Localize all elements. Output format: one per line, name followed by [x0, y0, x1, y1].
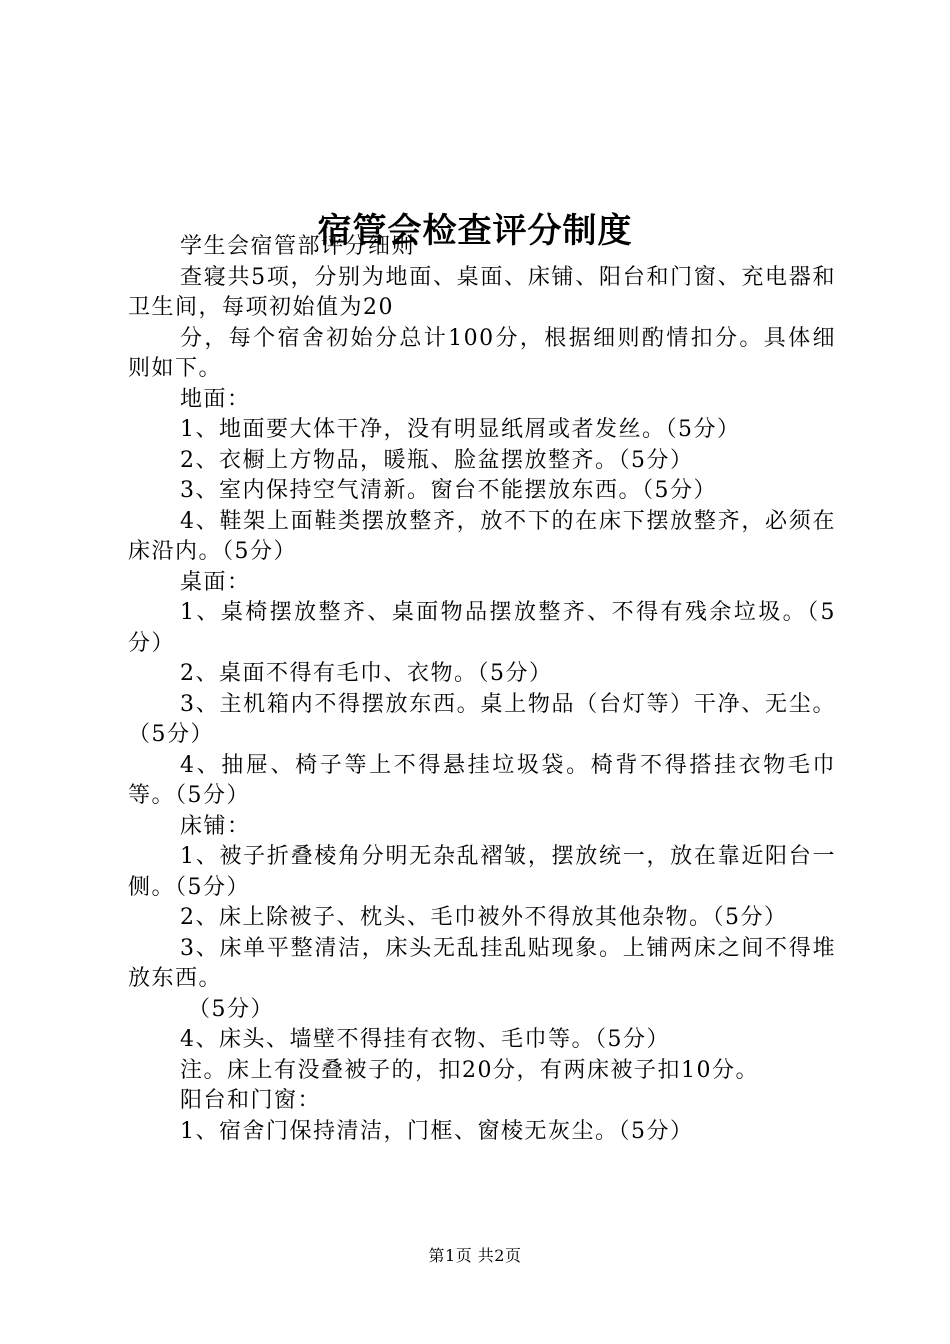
list-item: 2、衣橱上方物品，暖瓶、脸盆摆放整齐。（5分） — [180, 447, 694, 473]
list-item: 2、床上除被子、枕头、毛巾被外不得放其他杂物。（5分） — [180, 905, 788, 930]
section-heading-bed: 床铺： — [180, 813, 251, 839]
section-heading-desk: 桌面： — [180, 569, 251, 595]
list-item: 1、地面要大体干净，没有明显纸屑或者发丝。（5分） — [180, 417, 741, 442]
list-item: 3、主机箱内不得摆放东西。桌上物品（台灯等）干净、无尘。（5分） — [128, 691, 836, 747]
list-item: 2、桌面不得有毛巾、衣物。（5分） — [180, 661, 553, 686]
paragraph-intro-2: 分，每个宿舍初始分总计100分，根据细则酌情扣分。具体细则如下。 — [128, 325, 836, 381]
list-item: 3、室内保持空气清新。窗台不能摆放东西。（5分） — [180, 478, 717, 503]
document-title: 宿管会检查评分制度 — [317, 210, 633, 251]
page-number: 第1页 — [428, 1246, 473, 1265]
section-heading-floor: 地面： — [180, 386, 251, 412]
list-item: 4、鞋架上面鞋类摆放整齐，放不下的在床下摆放整齐，必须在床沿内。（5分） — [128, 508, 836, 564]
note-paragraph: 注。床上有没叠被子的，扣20分，有两床被子扣10分。 — [180, 1057, 759, 1083]
paragraph-subtitle: 学生会宿管部评分细则 — [180, 234, 416, 259]
paragraph-intro-1: 查寝共5项，分别为地面、桌面、床铺、阳台和门窗、充电器和卫生间，每项初始值为20 — [128, 264, 836, 320]
list-item: 4、抽屉、椅子等上不得悬挂垃圾袋。椅背不得搭挂衣物毛巾等。（5分） — [128, 752, 836, 808]
list-item: 3、床单平整清洁，床头无乱挂乱贴现象。上铺两床之间不得堆放东西。 — [128, 935, 836, 991]
list-item-score: （5分） — [188, 996, 274, 1022]
list-item: 1、被子折叠棱角分明无杂乱褶皱，摆放统一，放在靠近阳台一侧。（5分） — [128, 844, 836, 900]
list-item: 4、床头、墙壁不得挂有衣物、毛巾等。（5分） — [180, 1027, 670, 1052]
section-heading-balcony: 阳台和门窗： — [180, 1088, 322, 1113]
list-item: 1、桌椅摆放整齐、桌面物品摆放整齐、不得有残余垃圾。（5分） — [128, 600, 836, 656]
list-item: 1、宿舍门保持清洁，门框、窗棱无灰尘。（5分） — [180, 1118, 694, 1144]
page-total: 共2页 — [477, 1246, 522, 1265]
page-footer — [0, 1245, 950, 1267]
document-body — [128, 232, 836, 1147]
